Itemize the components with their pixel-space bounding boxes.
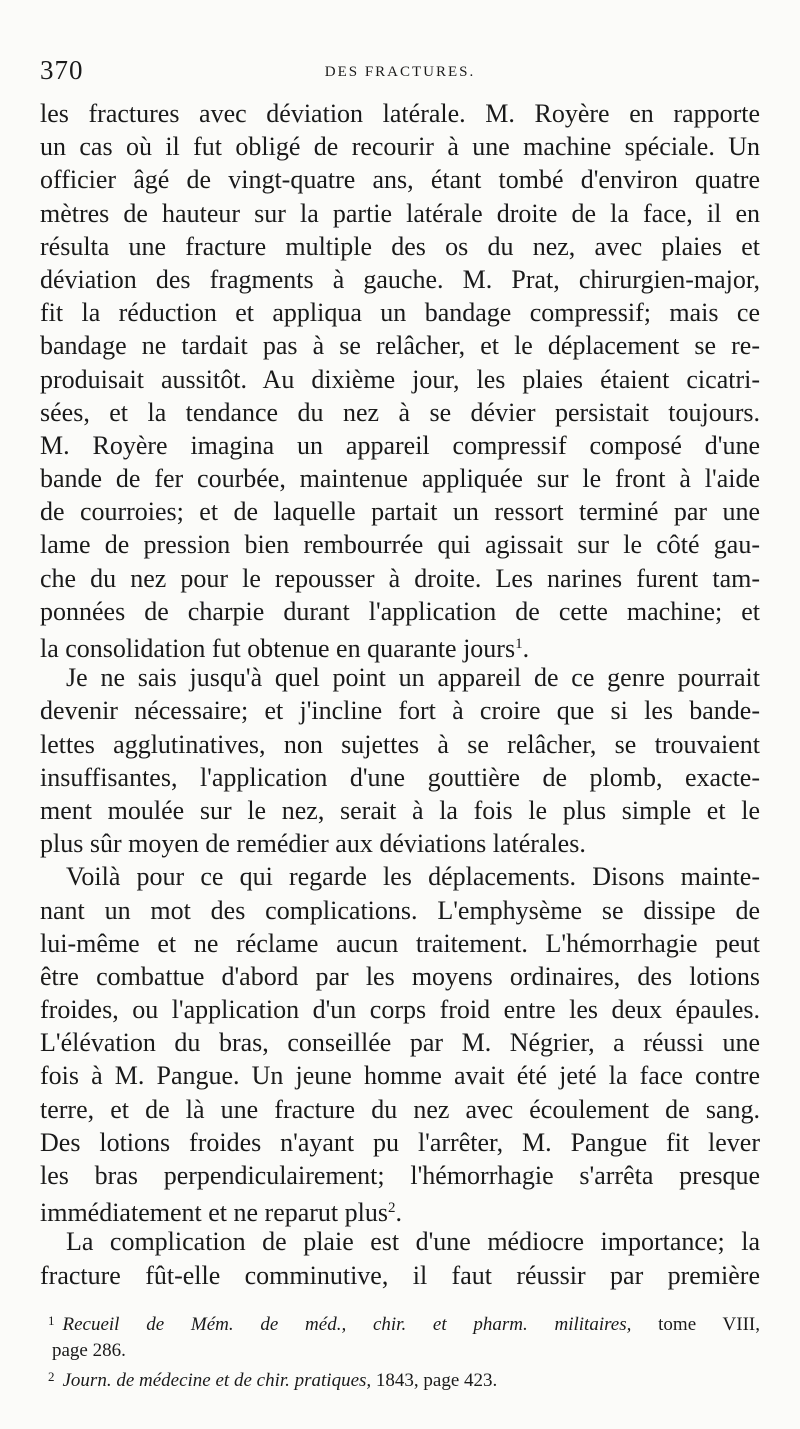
footnote-detail: tome VIII, [631, 1314, 760, 1335]
text-line: insuffisantes, l'application d'une gouttière de plomb, exacte- [40, 762, 760, 792]
page-header [40, 55, 760, 91]
text-line: Des lotions froides n'ayant pu l'arrêter, M. Pangue fit lever [40, 1127, 760, 1157]
running-head: DES FRACTURES. [324, 64, 476, 80]
text-line: fois à M. Pangue. Un jeune homme avait été jeté la face contre [40, 1061, 760, 1091]
text-line: nant un mot des complications. L'emphysème se dissipe de [40, 895, 760, 925]
text-line: Je ne sais jusqu'à quel point un appareil de ce genre pourrait [66, 663, 760, 693]
text-line: terre, et de là une fracture du nez avec écoulement de sang. [40, 1094, 760, 1124]
body-text [40, 97, 760, 1292]
text-line: un cas où il fut obligé de recourir à une machine spéciale. Un [40, 132, 760, 162]
text-line: che du nez pour le repousser à droite. Les narines furent tam- [40, 563, 760, 593]
footnote-source: Recueil de Mém. de méd., chir. et pharm. militaires, [62, 1314, 632, 1335]
text-line: résulta une fracture multiple des os du nez, avec plaies et [40, 231, 760, 261]
text-line: froides, ou l'application d'un corps froid entre les deux épaules. [40, 995, 760, 1025]
text-line: L'élévation du bras, conseillée par M. Négrier, a réussi une [40, 1028, 760, 1058]
text-line: plus sûr moyen de remédier aux déviations latérales. [40, 829, 586, 859]
text-line: les bras perpendiculairement; l'hémorrhagie s'arrêta presque [40, 1161, 760, 1190]
text-line: officier âgé de vingt-quatre ans, étant tombé d'environ quatre [40, 165, 760, 195]
text-line: lui-même et ne réclame aucun traitement. L'hémorrhagie peut [40, 928, 760, 958]
text-line: être combattue d'abord par les moyens ordinaires, des lotions [40, 961, 760, 991]
text-line: M. Royère imagina un appareil compressif composé d'une [40, 430, 760, 460]
footnote-ref[interactable]: 1 [515, 636, 523, 652]
text-line: de courroies; et de laquelle partait un ressort terminé par une [40, 497, 760, 527]
footnote-2 [48, 1364, 760, 1394]
text-line: fit la réduction et appliqua un bandage compressif; mais ce [40, 298, 760, 328]
footnote-ref[interactable]: 2 [388, 1200, 396, 1217]
text-line: ment moulée sur le nez, serait à la fois le plus simple et le [40, 795, 760, 825]
footnote-detail: 1843, page 423. [371, 1370, 498, 1391]
footnote-mark: 2 [48, 1369, 55, 1384]
text-line: fracture fût-elle comminutive, il faut réussir par première [40, 1260, 760, 1290]
text-line: sées, et la tendance du nez à se dévier persistait toujours. [40, 397, 760, 427]
text-line: bandage ne tardait pas à se relâcher, et le déplacement se re- [40, 331, 760, 361]
text-line: les fractures avec déviation latérale. M. Royère en rapporte [40, 99, 760, 128]
footnote-mark: 1 [48, 1313, 55, 1328]
text-line: produisait aussitôt. Au dixième jour, les plaies étaient cicatri- [40, 364, 760, 394]
text-line: Voilà pour ce qui regarde les déplacements. Disons mainte- [66, 862, 760, 892]
text-line: lame de pression bien rembourrée qui agissait sur le côté gau- [40, 530, 760, 560]
text-line: La complication de plaie est d'une médiocre importance; la [66, 1227, 760, 1257]
text-line: la consolidation fut obtenue en quarante jours [40, 634, 516, 663]
text-line: immédiatement et ne reparut plus [40, 1198, 388, 1228]
text-line: ponnées de charpie durant l'application de cette machine; et [40, 596, 760, 626]
text-line: déviation des fragments à gauche. M. Prat, chirurgien-major, [40, 264, 760, 294]
footnote-1 [48, 1308, 760, 1338]
text-line: bande de fer courbée, maintenue appliquée sur le front à l'aide [40, 464, 760, 494]
text-line: lettes agglutinatives, non sujettes à se relâcher, se trouvaient [40, 729, 760, 759]
footnote-source: Journ. de médecine et de chir. pratiques, [62, 1370, 372, 1391]
paragraph-last-line: immédiatement et ne reparut plus$^2$. [40, 1198, 402, 1228]
page-number: 370 [40, 55, 84, 85]
footnote-1-continuation: page 286. [52, 1340, 126, 1361]
text-line: mètres de hauteur sur la partie latérale droite de la face, il en [40, 198, 760, 228]
footnotes [48, 1308, 760, 1394]
text-line: devenir nécessaire; et j'incline fort à croire que si les bande- [40, 696, 760, 726]
paragraph-last-line: la consolidation fut obtenue en quarante jours$^1$. [40, 634, 530, 663]
